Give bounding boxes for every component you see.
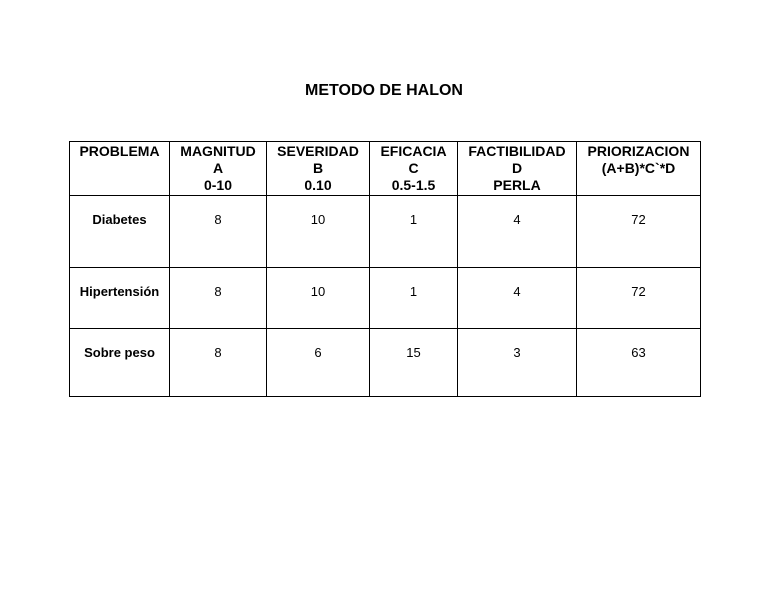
header-factibilidad-letter: D — [511, 160, 523, 176]
header-severidad — [267, 142, 370, 196]
header-magnitud — [170, 142, 267, 196]
header-priorizacion-formula: (A+B)*C`*D — [601, 160, 676, 176]
cell-problema: Hipertensión — [70, 268, 170, 329]
header-factibilidad — [458, 142, 577, 196]
header-problema-label: PROBLEMA — [79, 143, 160, 159]
header-severidad-letter: B — [312, 160, 324, 176]
hanlon-method-table — [69, 141, 701, 397]
cell-magnitud: 8 — [170, 329, 267, 397]
header-magnitud-letter: A — [212, 160, 224, 176]
header-magnitud-label: MAGNITUD — [180, 143, 256, 159]
cell-magnitud: 8 — [170, 196, 267, 268]
header-eficacia — [370, 142, 458, 196]
header-priorizacion — [577, 142, 701, 196]
cell-problema: Diabetes — [70, 196, 170, 268]
cell-priorizacion: 72 — [577, 196, 701, 268]
cell-priorizacion: 72 — [577, 268, 701, 329]
cell-problema: Sobre peso — [70, 329, 170, 397]
header-eficacia-range: 0.5-1.5 — [391, 177, 436, 193]
table-header-row — [70, 142, 701, 196]
cell-eficacia: 15 — [370, 329, 458, 397]
header-problema — [70, 142, 170, 196]
header-severidad-label: SEVERIDAD — [277, 143, 359, 159]
table-row — [70, 329, 701, 397]
cell-eficacia: 1 — [370, 196, 458, 268]
header-factibilidad-range: PERLA — [493, 177, 541, 193]
cell-priorizacion: 63 — [577, 329, 701, 397]
header-eficacia-label: EFICACIA — [380, 143, 447, 159]
cell-factibilidad: 4 — [458, 268, 577, 329]
cell-eficacia: 1 — [370, 268, 458, 329]
cell-severidad: 6 — [267, 329, 370, 397]
header-eficacia-letter: C — [408, 160, 419, 176]
cell-severidad: 10 — [267, 268, 370, 329]
header-magnitud-range: 0-10 — [203, 177, 233, 193]
table-row — [70, 196, 701, 268]
cell-factibilidad: 3 — [458, 329, 577, 397]
document-title: METODO DE HALON — [305, 82, 463, 99]
header-priorizacion-label: PRIORIZACION — [587, 143, 690, 159]
cell-severidad: 10 — [267, 196, 370, 268]
header-severidad-range: 0.10 — [304, 177, 332, 193]
cell-magnitud: 8 — [170, 268, 267, 329]
cell-factibilidad: 4 — [458, 196, 577, 268]
header-factibilidad-label: FACTIBILIDAD — [468, 143, 566, 159]
table-row — [70, 268, 701, 329]
